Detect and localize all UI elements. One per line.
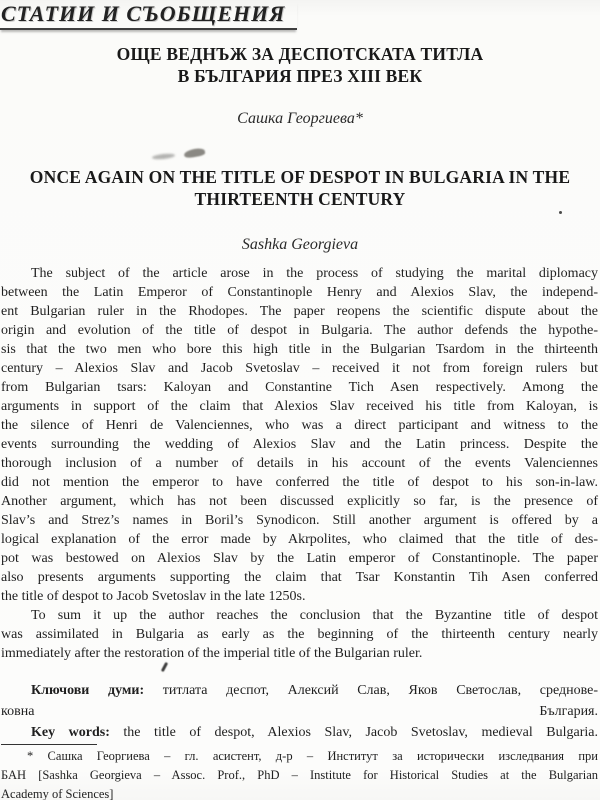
text-line: between the Latin Emperor of Constantinople Henry and Alexios Slav, the independ- (1, 285, 598, 300)
text-line: To sum it up the author reaches the conclusion that the Byzantine title of despot (31, 608, 598, 623)
scan-smudge-artifact (152, 153, 175, 160)
keywords-en-label: Key words: (31, 725, 110, 740)
text-line: Academy of Sciences] (1, 787, 114, 800)
text-line: * Сашка Георгиева – гл. асистент, д-р – Институт за исторически изследвания при (27, 749, 598, 763)
text-line: did not mention the emperor to have conferred the title of despot to his son-in-law. (1, 475, 598, 490)
scan-smudge-artifact (183, 147, 205, 159)
text-line: БАН [Sashka Georgieva – Assoc. Prof., PhD – Institute for Historical Studies at the Bulgarian (1, 768, 598, 782)
text-line: was assimilated in Bulgaria as early as the beginning of the thirteenth century nearly (1, 627, 598, 642)
text-line: Slav’s and Strez’s names in Boril’s Synodicon. Still another argument is offered by a (1, 513, 598, 528)
text-line: the title of despot to Jacob Svetoslav in the late 1250s. (1, 589, 306, 604)
author-name-en: Sashka Georgieva (241, 236, 359, 253)
text-line: sis that the two men who bore this high title in the Bulgarian Tsardom in the thirteenth (1, 342, 598, 357)
text-line: immediately after the restoration of the imperial title of the Bulgarian ruler. (1, 646, 423, 661)
footnote (1, 747, 598, 800)
text-line: events surrounding the wedding of Alexios Slav and the Latin princess. Despite the (1, 437, 598, 452)
keywords-bg-line1 (1, 680, 598, 701)
text-line: origin and evolution of the title of despot in Bulgaria. The author defends the hypothe- (1, 323, 598, 338)
article-title-en-line1: ONCE AGAIN ON THE TITLE OF DESPOT IN BULGARIA IN THE (29, 167, 571, 187)
keywords-en-line (1, 722, 598, 743)
scan-tick-artifact (161, 662, 168, 672)
text-line: the silence of Henri de Valenciennes, who was a direct participant and witness to the (1, 418, 598, 433)
keywords-bg-text: титлата деспот, Алексий Слав, Яков Светослав, среднове- (144, 683, 598, 698)
text-line: The subject of the article arose in the process of studying the marital diplomacy (31, 266, 598, 281)
text-line: century – Alexios Slav and Jacob Svetoslav – received it not from foreign rulers but (1, 361, 598, 376)
article-title-bg (0, 43, 600, 87)
text-line: Another argument, which has not been discussed explicitly so far, is the presence of (1, 494, 598, 509)
article-title-bg-line1: ОЩЕ ВЕДНЪЖ ЗА ДЕСПОТСКАТА ТИТЛА (116, 44, 484, 64)
text-line: from Bulgarian tsars: Kaloyan and Constantine Tich Asen respectively. Among the (1, 380, 598, 395)
keywords-en-text: the title of despot, Alexios Slav, Jacob Svetoslav, medieval Bulgaria. (109, 725, 599, 740)
text-line: logical explanation of the error made by Akrpolites, who claimed that the title of des- (1, 532, 598, 547)
abstract-paragraph-1 (1, 264, 598, 606)
keywords-bg-label: Ключови думи: (31, 683, 145, 698)
keywords-block (1, 680, 598, 743)
text-line: thorough inclusion of a number of details in his account of the events Valenciennes (1, 456, 598, 471)
article-title-en (0, 166, 600, 210)
footnote-separator-rule (1, 744, 97, 745)
article-title-bg-line2: В БЪЛГАРИЯ ПРЕЗ XIII ВЕК (177, 66, 423, 86)
text-line: also presents arguments supporting the claim that Tsar Konstantin Tih Asen conferred (1, 570, 598, 585)
scan-dot-artifact (559, 211, 562, 214)
keywords-bg-line2: ковна България. (1, 704, 598, 719)
abstract (1, 264, 598, 663)
text-line: arguments in support of the claim that Alexios Slav received his title from Kaloyan, is (1, 399, 598, 414)
text-line: pot was bestowed on Alexios Slav by the Latin emperor of Constantinople. The paper (1, 551, 598, 566)
abstract-paragraph-2 (1, 606, 598, 663)
author-name-bg: Сашка Георгиева* (237, 110, 363, 127)
article-title-en-line2: THIRTEENTH CENTURY (194, 189, 406, 209)
section-header: СТАТИИ И СЪОБЩЕНИЯ (0, 1, 297, 30)
text-line: ent Bulgarian ruler in the Rhodopes. The paper reopens the scientific dispute about the (1, 304, 598, 319)
